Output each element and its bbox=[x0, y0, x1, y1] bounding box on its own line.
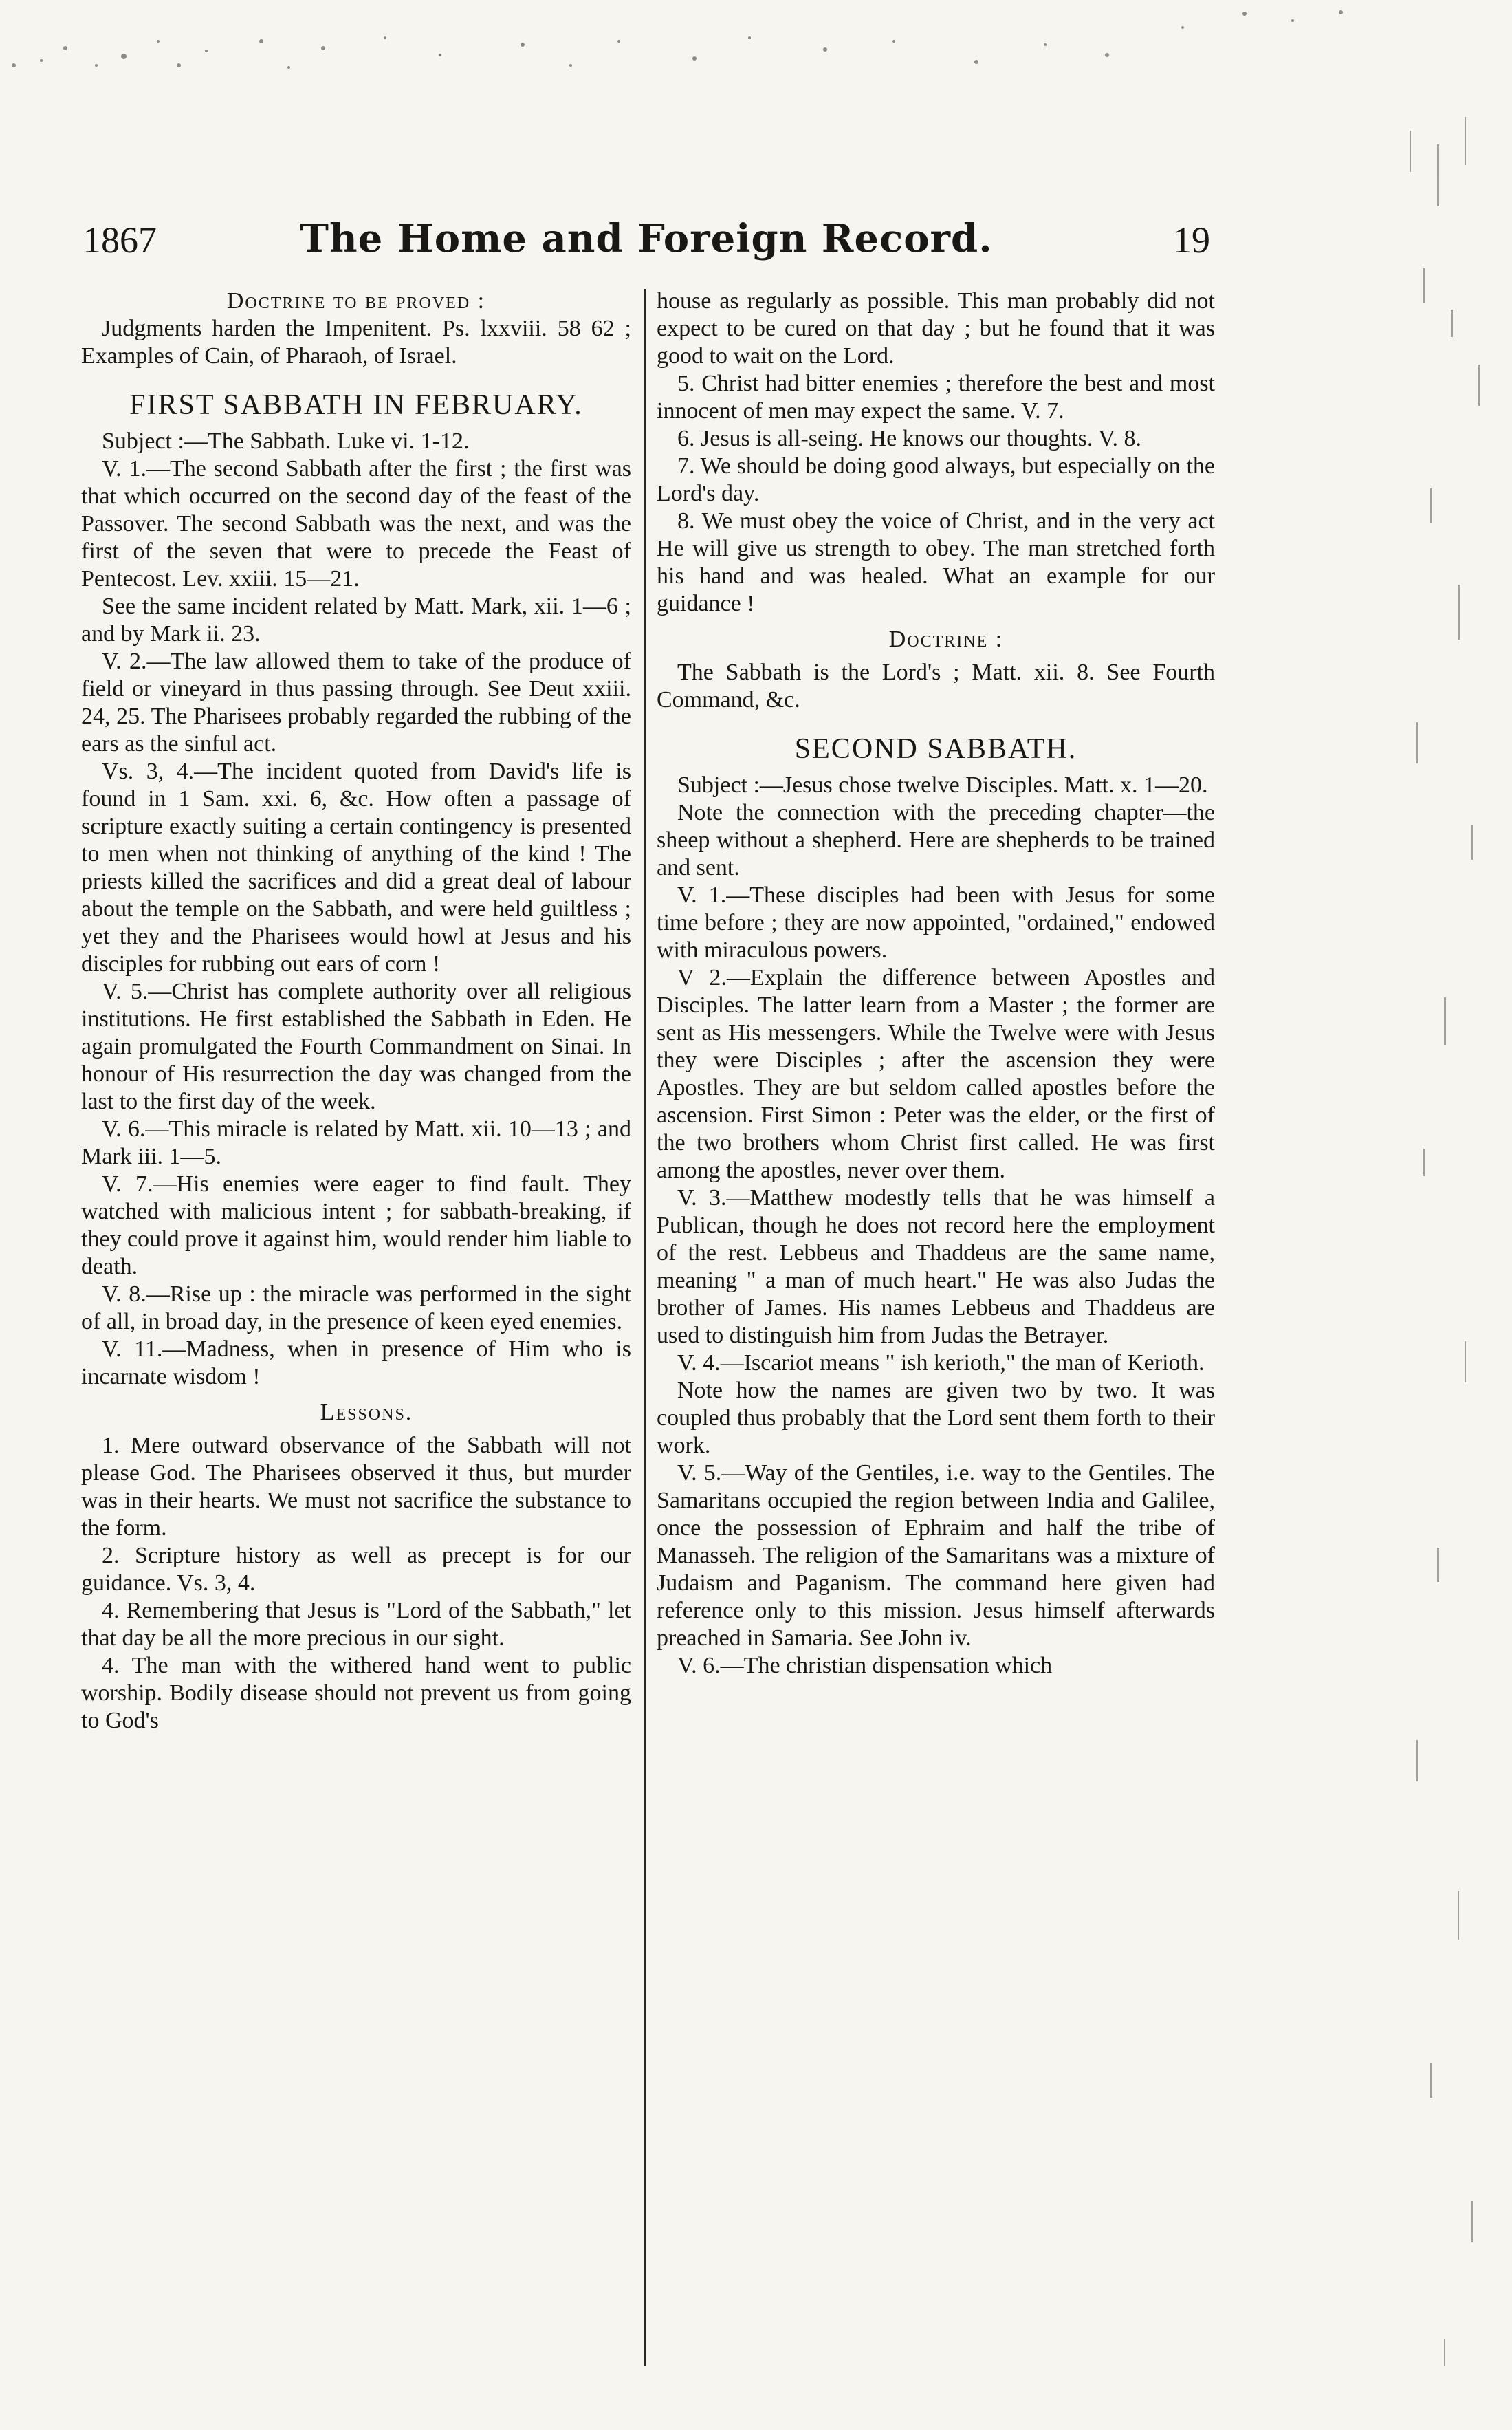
paragraph: V. 1.—These disciples had been with Jesus for some time before ; they are now appointed, "ordained," endowed with miraculous powers. bbox=[657, 882, 1215, 963]
column-divider bbox=[644, 289, 646, 2366]
paragraph: Note how the names are given two by two. It was coupled thus probably that the Lord sent them forth to their work. bbox=[657, 1378, 1215, 1458]
lessons-heading: Lessons. bbox=[320, 1400, 413, 1425]
paragraph: V. 4.—Iscariot means " ish kerioth," the man of Kerioth. bbox=[677, 1350, 1205, 1376]
left-column bbox=[81, 288, 631, 1735]
paragraph: V. 1.—The second Sabbath after the first ; the first was that which occurred on the second day of the feast of the Passover. The second Sabbath was the next, and was the first of the seven that were to precede the Feast of Pentecost. Lev. xxiii. 15—21. bbox=[81, 456, 631, 592]
paragraph: Vs. 3, 4.—The incident quoted from David's life is found in 1 Sam. xxi. 6, &c. How often a passage of scripture exactly suiting a certain contingency is presented to men when not thinking of anything of the kind ! The priests killed the sacrifices and did a great deal of labour about the temple on the Sabbath, and were held guiltless ; yet they and the Pharisees would howl at Jesus and his disciples for rubbing out ears of corn ! bbox=[81, 759, 631, 977]
header-title: The Home and Foreign Record. bbox=[300, 216, 993, 261]
subject-line: Subject :—Jesus chose twelve Disciples. Matt. x. 1—20. bbox=[677, 772, 1208, 798]
lesson-item: 5. Christ had bitter enemies ; therefore the best and most innocent of men may expect the same. V. 7. bbox=[657, 371, 1215, 424]
lesson-item: 7. We should be doing good always, but especially on the Lord's day. bbox=[657, 453, 1215, 506]
paragraph: V 2.—Explain the difference between Apostles and Disciples. The latter learn from a Master ; the former are sent as His messengers. While the Twelve were with Jesus they were Disciples ; after the ascension they were Apostles. They are but seldom called apostles before the ascension. First Simon : Peter was the elder, or the first of the two brothers whom Christ first called. He was first among the apostles, never over them. bbox=[657, 965, 1215, 1183]
page-number: 19 bbox=[1173, 219, 1210, 261]
paragraph: V. 2.—The law allowed them to take of the produce of field or vineyard in thus passing through. See Deut xxiii. 24, 25. The Pharisees probably regarded the rubbing of the ears as the sinful act. bbox=[81, 649, 631, 757]
page-edge-speckles-right bbox=[1389, 103, 1512, 2428]
header-year: 1867 bbox=[83, 219, 157, 261]
doctrine-heading: Doctrine to be proved : bbox=[226, 288, 486, 314]
paragraph: V. 11.—Madness, when in presence of Him who is incarnate wisdom ! bbox=[81, 1336, 631, 1389]
subject-line: Subject :—The Sabbath. Luke vi. 1-12. bbox=[102, 428, 470, 454]
section-title-second-sabbath: SECOND SABBATH. bbox=[794, 733, 1077, 765]
page-edge-speckles-top bbox=[0, 0, 1512, 103]
paragraph: Note the connection with the preceding chapter—the sheep without a shepherd. Here are shepherds to be trained and sent. bbox=[657, 800, 1215, 880]
running-header bbox=[83, 216, 1210, 274]
lesson-item: 6. Jesus is all-seing. He knows our thoughts. V. 8. bbox=[677, 426, 1141, 451]
lesson-item: 2. Scripture history as well as precept is for our guidance. Vs. 3, 4. bbox=[81, 1543, 631, 1596]
lesson-item: 4. The man with the withered hand went to public worship. Bodily disease should not prevent us from going to God's bbox=[81, 1653, 631, 1733]
right-column bbox=[657, 288, 1215, 1680]
doctrine-heading: Doctrine : bbox=[888, 627, 1004, 652]
paragraph: V. 7.—His enemies were eager to find fault. They watched with malicious intent ; for sabbath-breaking, if they could prove it against him, would render him liable to death. bbox=[81, 1171, 631, 1279]
lesson-item: 4. Remembering that Jesus is "Lord of the Sabbath," let that day be all the more precious in our sight. bbox=[81, 1598, 631, 1651]
doctrine-text: Judgments harden the Impenitent. Ps. lxxviii. 58 62 ; Examples of Cain, of Pharaoh, of Israel. bbox=[81, 316, 631, 369]
paragraph: V. 8.—Rise up : the miracle was performed in the sight of all, in broad day, in the presence of keen eyed enemies. bbox=[81, 1281, 631, 1334]
lesson-item-continued: house as regularly as possible. This man probably did not expect to be cured on that day ; but he found that it was good to wait on the Lord. bbox=[657, 288, 1215, 369]
paragraph: See the same incident related by Matt. Mark, xii. 1—6 ; and by Mark ii. 23. bbox=[81, 594, 631, 647]
lesson-item: 1. Mere outward observance of the Sabbath will not please God. The Pharisees observed it thus, but murder was in their hearts. We must not sacrifice the substance to the form. bbox=[81, 1433, 631, 1541]
paragraph: V. 5.—Christ has complete authority over all religious institutions. He first established the Sabbath in Eden. He again promulgated the Fourth Commandment on Sinai. In honour of His resurrection the day was changed from the last to the first day of the week. bbox=[81, 979, 631, 1114]
doctrine-text: The Sabbath is the Lord's ; Matt. xii. 8. See Fourth Command, &c. bbox=[657, 660, 1215, 713]
paragraph: V. 6.—This miracle is related by Matt. xii. 10—13 ; and Mark iii. 1—5. bbox=[81, 1116, 631, 1169]
paragraph: V. 5.—Way of the Gentiles, i.e. way to the Gentiles. The Samaritans occupied the region between India and Galilee, once the possession of Ephraim and half the tribe of Manasseh. The religion of the Samaritans was a mixture of Judaism and Paganism. The command here given had reference only to this mission. Jesus himself afterwards preached in Samaria. See John iv. bbox=[657, 1460, 1215, 1651]
paragraph: V. 3.—Matthew modestly tells that he was himself a Publican, though he does not record here the employment of the rest. Lebbeus and Thaddeus are the same name, meaning " a man of much heart." He was also Judas the brother of James. His names Lebbeus and Thaddeus are used to distinguish him from Judas the Betrayer. bbox=[657, 1185, 1215, 1348]
section-title-first-sabbath: FIRST SABBATH IN FEBRUARY. bbox=[129, 389, 583, 421]
paragraph: V. 6.—The christian dispensation which bbox=[677, 1653, 1053, 1678]
lesson-item: 8. We must obey the voice of Christ, and in the very act He will give us strength to obey. The man stretched forth his hand and was healed. What an example for our guidance ! bbox=[657, 508, 1215, 616]
